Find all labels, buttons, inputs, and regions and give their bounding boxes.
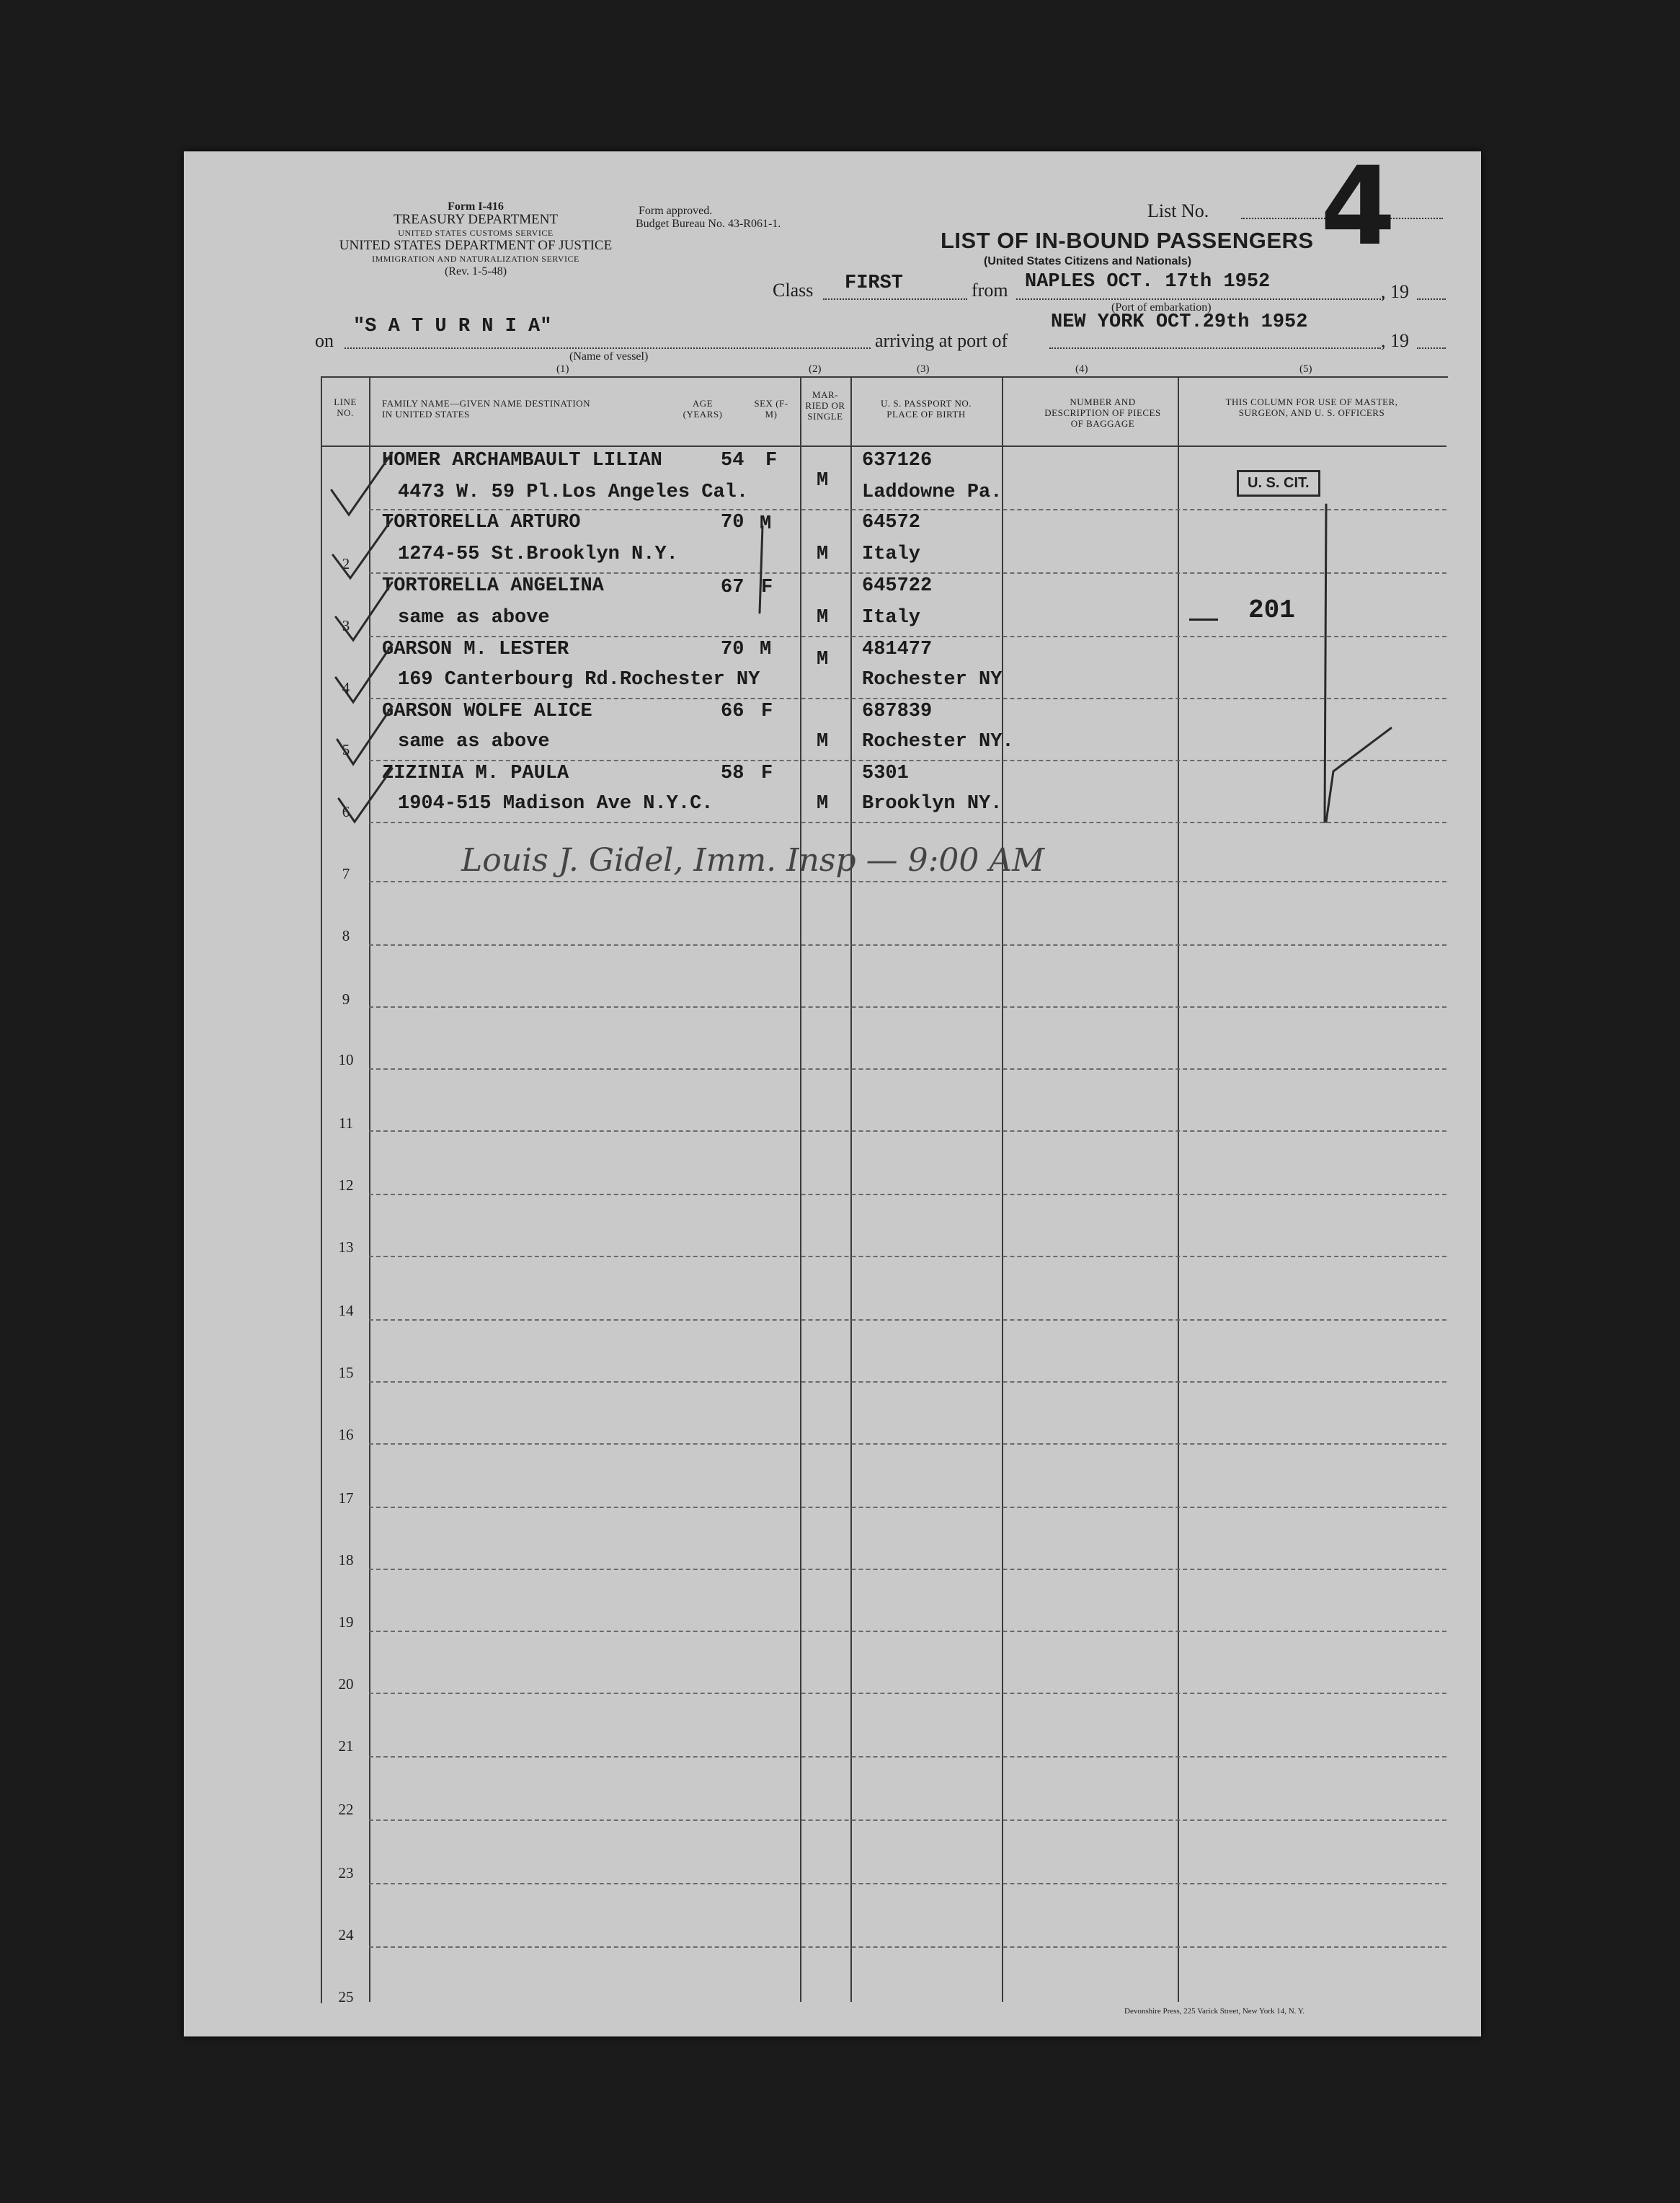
vessel-line [345,347,871,349]
year-suffix-2: , 19 [1381,330,1409,351]
col-number-1: (1) [556,363,569,375]
passenger-marital-status: M [817,607,829,629]
line-number: 17 [338,1489,354,1507]
passport-number: 64572 [862,512,921,533]
place-of-birth: Rochester NY [862,669,1003,691]
line-number: 18 [338,1551,354,1569]
row-rule [369,1693,1446,1694]
passenger-marital-status: M [817,470,829,492]
header-age: AGE (YEARS) [683,398,723,420]
line-number: 19 [338,1613,354,1631]
passenger-destination: 169 Canterbourg Rd.Rochester NY [398,669,760,691]
embarkation-caption: (Port of embarkation) [1111,301,1212,314]
passenger-destination: 1904-515 Madison Ave N.Y.C. [398,793,714,815]
checkmark-icon [336,644,392,702]
year-suffix: , 19 [1381,281,1409,302]
passenger-sex: F [761,577,773,598]
passenger-age: 66 [721,701,745,722]
class-line [823,298,967,300]
row-rule [369,1256,1446,1257]
place-of-birth: Italy [862,544,921,565]
inspector-signature: Louis J. Gidel, Imm. Insp — 9:00 AM [461,842,1045,879]
form-info-block [310,200,641,278]
col-number-5: (5) [1299,363,1312,375]
row-rule [369,944,1446,946]
line-number: 4 [342,679,350,696]
passenger-name: GARSON WOLFE ALICE [382,701,592,722]
list-title: LIST OF IN-BOUND PASSENGERS [941,228,1314,253]
row-rule [369,1507,1446,1508]
passport-number: 645722 [862,575,933,597]
header-passport-birth: U. S. PASSPORT NO. PLACE OF BIRTH [881,398,972,420]
passenger-marital-status: M [817,793,829,815]
line-number: 6 [342,803,350,820]
form-revision: (Rev. 1-5-48) [444,265,507,278]
year-line [1417,298,1446,300]
header-baggage: NUMBER AND DESCRIPTION OF PIECES OF BAGGAGE [1044,396,1161,429]
passenger-age: 58 [721,763,745,784]
checkmark-icon [332,453,392,515]
row-rule [369,1319,1446,1321]
line-number: 13 [338,1238,354,1256]
ins-service: IMMIGRATION AND NATURALIZATION SERVICE [372,254,579,264]
col-number-3: (3) [917,363,930,375]
on-label: on [315,330,334,351]
line-number: 23 [338,1864,354,1881]
from-label: from [972,280,1008,301]
row-rule [369,1756,1446,1757]
checkmark-icon [339,768,392,822]
header-line-no: LINE NO. [334,396,357,418]
pen-mark-icon [1325,505,1326,822]
checkmarks-overlay [317,447,1470,836]
checkmark-icon [336,582,392,640]
line-number: 16 [338,1426,354,1443]
class-value: FIRST [845,272,904,294]
passport-number: 5301 [862,763,909,784]
line-number: 25 [338,1988,354,2005]
row-rule [369,1946,1446,1948]
line-number: 5 [342,741,350,758]
row-rule [369,1569,1446,1570]
customs-service: UNITED STATES CUSTOMS SERVICE [398,228,554,238]
row-rule [369,1631,1446,1632]
passenger-age: 54 [721,450,745,471]
year-line-2 [1417,347,1446,349]
line-number: 7 [342,865,350,882]
arriving-line [1049,347,1381,349]
from-line [1016,298,1384,300]
checkmark-icon [337,706,392,764]
line-number: 2 [342,555,350,572]
passenger-sex: F [761,763,773,784]
passenger-name: GARSON M. LESTER [382,639,569,660]
line-number: 10 [338,1051,354,1068]
place-of-birth: Italy [862,607,921,629]
col-number-4: (4) [1075,363,1088,375]
line-number: 11 [338,1114,354,1132]
passenger-destination: 4473 W. 59 Pl.Los Angeles Cal. [398,482,749,503]
list-number: 4 [1320,144,1396,270]
row-rule [369,881,1446,882]
line-number: 22 [338,1801,354,1818]
form-approved: Form approved. [639,205,713,217]
passenger-name: TORTORELLA ANGELINA [382,575,604,597]
list-no-label: List No. [1147,200,1209,221]
officer-count: 201 [1248,595,1295,625]
passport-number: 481477 [862,639,933,660]
line-number: 24 [338,1926,354,1943]
class-label: Class [773,280,814,301]
line-number: 15 [338,1364,354,1381]
line-number: 8 [342,927,350,944]
passenger-sex: M [760,513,772,535]
citizen-stamp: U. S. CIT. [1237,470,1320,497]
passenger-age: 67 [721,577,745,598]
passenger-destination: same as above [398,607,550,629]
passenger-marital-status: M [817,544,829,565]
header-name-destination: FAMILY NAME—GIVEN NAME DESTINATION IN UNITED STATES [382,398,591,420]
budget-bureau: Budget Bureau No. 43-R061-1. [636,218,781,230]
row-rule [369,1006,1446,1008]
vessel-name: "S A T U R N I A" [353,316,552,337]
row-rule [369,1443,1446,1445]
passenger-age: 70 [721,512,745,533]
place-of-birth: Brooklyn NY. [862,793,1003,815]
justice-dept: UNITED STATES DEPARTMENT OF JUSTICE [339,238,613,253]
row-rule [369,1883,1446,1884]
passenger-sex: F [765,450,778,471]
passenger-destination: same as above [398,731,550,753]
passenger-sex: M [760,639,772,660]
treasury-dept: TREASURY DEPARTMENT [393,212,559,227]
passport-number: 687839 [862,701,933,722]
passenger-sex: F [761,701,773,722]
passenger-age: 70 [721,639,745,660]
passenger-name: HOMER ARCHAMBAULT LILIAN [382,450,662,471]
passenger-marital-status: M [817,731,829,753]
row-rule [369,1068,1446,1070]
checkmark-icon [1326,728,1391,822]
header-married-single: MAR- RIED OR SINGLE [805,389,845,422]
row-rule [369,1194,1446,1195]
pen-mark-icon [760,526,763,613]
line-number: 21 [338,1737,354,1755]
form-number: Form I-416 [448,200,504,213]
passport-number: 637126 [862,450,933,471]
arrival-value: NEW YORK OCT.29th 1952 [1051,311,1308,333]
line-number: 14 [338,1302,354,1319]
passenger-name: TORTORELLA ARTURO [382,512,581,533]
line-number: 3 [342,617,350,634]
row-rule [369,1130,1446,1132]
place-of-birth: Rochester NY. [862,731,1014,753]
place-of-birth: Laddowne Pa. [862,482,1003,503]
line-number: 12 [338,1176,354,1194]
printer-imprint: Devonshire Press, 225 Varick Street, New York 14, N. Y. [1124,2007,1305,2016]
arriving-label: arriving at port of [875,330,1008,351]
checkmark-icon [333,519,392,578]
row-rule [369,1819,1446,1821]
vessel-caption: (Name of vessel) [569,350,649,363]
embarkation-value: NAPLES OCT. 17th 1952 [1025,271,1271,293]
header-sex: SEX (F-M) [754,398,788,420]
header-officers: THIS COLUMN FOR USE OF MASTER, SURGEON, AND U. S. OFFICERS [1225,396,1398,418]
list-subtitle: (United States Citizens and Nationals) [984,255,1192,267]
approval-block [636,205,781,231]
row-rule [369,1381,1446,1383]
passenger-marital-status: M [817,649,829,670]
passenger-destination: 1274-55 St.Brooklyn N.Y. [398,544,678,565]
col-number-2: (2) [809,363,822,375]
line-number: 9 [342,990,350,1008]
line-number: 20 [338,1675,354,1693]
passenger-name: ZIZINIA M. PAULA [382,763,569,784]
